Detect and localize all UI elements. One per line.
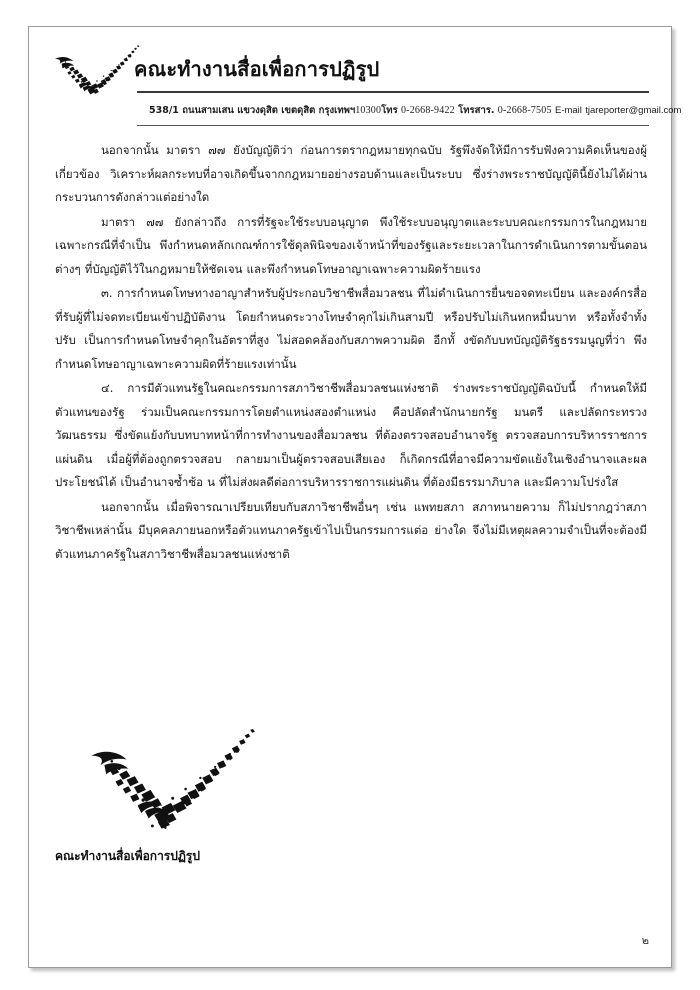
- fax-label: โทรสาร.: [458, 105, 495, 116]
- header-rule-bottom: [137, 125, 649, 126]
- email-label: E-mail: [554, 105, 582, 116]
- paragraph: มาตรา ๗๗ ยังกล่าวถึง การที่รัฐจะใช้ระบบอนุญาต พึงใช้ระบบอนุญาตและระบบคณะกรรมการในกฎหมายเฉพาะกรณีที่จำเป็น พึงกำหนดหลักเกณฑ์การใช้ดุลพินิจของเจ้าหน้าที่ของรัฐและระยะเวลาในการดำเนินการตามขั้นตอนต่างๆ ที่บัญญัติไว้ในกฎหมายให้ชัดเจน และพึงกำหนดโทษอาญาเฉพาะความผิดร้ายแรง: [55, 214, 647, 276]
- header-rule-top: [137, 91, 649, 93]
- phone-label: โทร: [381, 105, 398, 116]
- paragraph: ๔. การมีตัวแทนรัฐในคณะกรรมการสภาวิชาชีพสื่อมวลชนแห่งชาติ ร่างพระราชบัญญัติฉบับนี้ กำหนดให้มีตัวแทนของรัฐ ร่วมเป็นคณะกรรมการโดยตำแหน่งสองตำแหน่ง คือปลัดสำนักนายกรัฐ มนตรี และปลัดกระทรวงวัฒนธรรม ซึ่งขัดแย้งกับบทบาทหน้าที่การทำงานของสื่อมวลชน ที่ต้องตรวจสอบอำนาจรัฐ ตรวจสอบการบริหารราชการแผ่นดิน เมื่อผู้ที่ต้องถูกตรวจสอบ กลายมาเป็นผู้ตรวจสอบเสียเอง ก็เกิดกรณีที่อาจมีความขัดแย้งในเชิงอำนาจและผลประโยชน์ได้ เป็นอำนาจซ้ำซ้อ น ที่ไม่ส่งผลดีต่อการบริหารราชการแผ่นดิน ที่ต้องมีธรรมาภิบาล และมีความโปร่งใส: [55, 381, 647, 489]
- phone-number: 0-2668-9422: [400, 105, 455, 116]
- paragraph: ๓. การกำหนดโทษทางอาญาสำหรับผู้ประกอบวิชาชีพสื่อมวลชน ที่ไม่ดำเนินการยื่นขอจดทะเบียน และองค์กรสื่อที่รับผู้ที่ไม่จดทะเบียนเข้าปฏิบัติงาน โดยกำหนดระวางโทษจำคุกไม่เกินสามปี หรือปรับไม่เกินหกหมื่นบาท หรือทั้งจำทั้งปรับ เป็นการกำหนดโทษจำคุกในอัตราที่สูง ไม่สอดคล้องกับสภาพความผิด อีกทั้ งขัดกับบทบัญญัติรัฐธรรมนูญที่ว่า พึงกำหนดโทษอาญาเฉพาะความผิดที่ร้ายแรงเท่านั้น: [55, 286, 647, 371]
- email-address: tjareporter@gmail.com: [585, 105, 682, 116]
- postal-code: 10300: [355, 105, 382, 116]
- birds-checkmark-logo: [47, 39, 143, 101]
- signature-name: คณะทำงานสื่อเพื่อการปฏิรูป: [55, 849, 200, 863]
- birds-checkmark-logo: [69, 717, 269, 837]
- fax-number: 0-2668-7505: [497, 105, 552, 116]
- document-page-sheet: [28, 26, 682, 968]
- paragraph: นอกจากนั้น เมื่อพิจารณาเปรียบเทียบกับสภาวิชาชีพอื่นๆ เช่น แพทยสภา สภาทนายความ ก็ไม่ปรากฎว่าสภาวิชาชีพเหล่านั้น มีบุคคลภายนอกหรือตัวแทนภาครัฐเข้าไปเป็นกรรมการแต่อ ย่างใด จึงไม่มีเหตุผลความจำเป็นที่จะต้องมีตัวแทนภาครัฐในสภาวิชาชีพสื่อมวลชนแห่งชาติ: [55, 499, 647, 561]
- paragraph: นอกจากนั้น มาตรา ๗๗ ยังบัญญัติว่า ก่อนการตรากฎหมายทุกฉบับ รัฐพึงจัดให้มีการรับฟังความคิดเห็นของผู้เกี่ยวข้อง วิเคราะห์ผลกระทบที่อาจเกิดขึ้นจากกฎหมายอย่างรอบด้านและเป็นระบบ ซึ่งร่างพระราชบัญญัตินี้ยังไม่ได้ผ่านกระบวนการดังกล่าวแต่อย่างใด: [55, 143, 647, 204]
- address-thai: 538/1 ถนนสามเสน แขวงดุสิต เขตดุสิต กรุงเทพฯ: [149, 105, 356, 116]
- page-number: ๒: [641, 934, 649, 947]
- signature-block: [55, 717, 455, 866]
- address-line: [149, 101, 682, 121]
- letterhead: [29, 27, 682, 139]
- page-title: คณะทำงานสื่อเพื่อการปฏิรูป: [134, 57, 380, 81]
- document-body: [55, 139, 647, 567]
